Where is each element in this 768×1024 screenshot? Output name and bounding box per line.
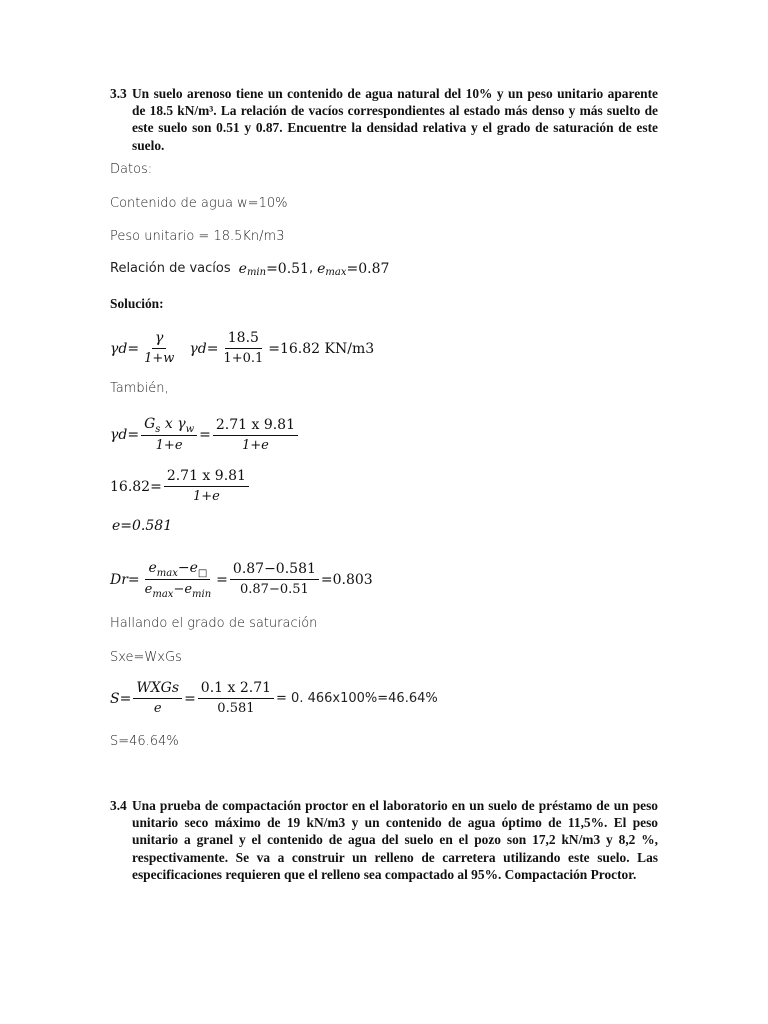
eq2-sub-s: s bbox=[155, 424, 161, 435]
void-ratio-label: Relación de vacíos bbox=[110, 261, 231, 276]
dry-unit-weight-gs-equation bbox=[110, 416, 300, 454]
s-equals: = bbox=[184, 690, 196, 707]
sxe-line: Sxe=WxGs bbox=[110, 650, 182, 665]
problem-number: 3.3 bbox=[110, 86, 127, 101]
eq2-sub-w: w bbox=[185, 424, 195, 435]
dr-numerator-2: 0.87−0.581 bbox=[230, 561, 319, 580]
problem-statement: Un suelo arenoso tiene un contenido de agua natural del 10% y un peso unitario aparente de 18.5 kN/m³. La relación de vacíos correspondientes al estado más denso y más suelto de este suelo son 0.51 y 0.87. Encuentre la densidad relativa y el grado de saturación de este suelo. bbox=[132, 86, 658, 153]
s-numerator-2: 0.1 x 2.71 bbox=[198, 680, 274, 699]
eq1b-numerator: 18.5 bbox=[225, 330, 262, 349]
eq3-numerator: 2.71 x 9.81 bbox=[164, 468, 249, 487]
saturation-equation bbox=[110, 680, 438, 717]
solve-e-equation bbox=[110, 468, 251, 505]
water-content-line: Contenido de agua w=10% bbox=[110, 196, 288, 211]
eq3-lhs: 16.82= bbox=[110, 478, 162, 495]
dr-equals: = bbox=[216, 571, 228, 588]
eq1-fraction bbox=[141, 330, 177, 367]
dr-denominator-2: 0.87−0.51 bbox=[240, 582, 309, 597]
s-final-line: S=46.64% bbox=[110, 734, 179, 749]
problem-3-3 bbox=[110, 85, 658, 154]
dr-fraction bbox=[142, 560, 215, 599]
eq2-numerator-2: 2.71 x 9.81 bbox=[213, 417, 298, 436]
e-min-value: =0.51 bbox=[266, 261, 309, 277]
dr-result: =0.803 bbox=[320, 571, 373, 588]
dr-den-sub-min: min bbox=[192, 589, 212, 600]
eq2-fraction-2 bbox=[213, 417, 298, 454]
unit-weight-line: Peso unitario = 18.5Kn/m3 bbox=[110, 229, 285, 244]
dr-den-e: e bbox=[144, 582, 153, 597]
dry-unit-weight-equation bbox=[110, 330, 374, 367]
s-denominator-2: 0.581 bbox=[217, 701, 255, 716]
dr-lhs: Dr= bbox=[110, 571, 140, 588]
eq3-fraction bbox=[164, 468, 249, 505]
s-lhs: S= bbox=[110, 690, 132, 707]
e-result: e=0.581 bbox=[112, 518, 173, 534]
eq1b-fraction bbox=[220, 330, 266, 367]
problem-3-4 bbox=[110, 797, 658, 883]
problem-number: 3.4 bbox=[110, 798, 127, 813]
e-max-value: =0.87 bbox=[346, 261, 390, 277]
s-fraction-2 bbox=[198, 680, 274, 717]
void-ratio-line: Relación de vacíos e min =0.51 , e max =0.87 bbox=[110, 261, 390, 278]
eq3-denominator: 1+e bbox=[192, 489, 220, 504]
eq1b-lhs: γd= bbox=[189, 340, 219, 357]
eq2-fraction bbox=[141, 416, 197, 454]
problem-statement: Una prueba de compactación proctor en el laboratorio en un suelo de préstamo de un peso unitario seco máximo de 19 kN/m3 y un contenido de agua óptimo de 11,5%. El peso unitario a granel y el contenido de agua del suelo en el pozo son 17,2 kN/m3 y 8,2 %, respectivamente. Se va a construir un relleno de carretera utilizando este suelo. Las especificaciones requieren que el relleno sea compactado al 95%. Compactación Proctor. bbox=[132, 798, 658, 882]
datos-heading: Datos: bbox=[110, 162, 153, 177]
dr-fraction-2 bbox=[230, 561, 319, 598]
solution-heading: Solución: bbox=[110, 296, 164, 311]
tambien-line: También, bbox=[110, 381, 169, 396]
dr-num-e: e bbox=[148, 560, 157, 576]
separator: , bbox=[308, 261, 314, 276]
relative-density-equation bbox=[110, 560, 373, 599]
eq2-gamma: x γ bbox=[164, 416, 186, 432]
eq1-numerator: γ bbox=[152, 330, 166, 349]
dr-num-minus: −e bbox=[177, 560, 198, 576]
dr-den-minus: −e bbox=[173, 582, 193, 597]
eq1b-result: =16.82 KN/m3 bbox=[268, 340, 375, 357]
eq2-denominator-2: 1+e bbox=[242, 437, 269, 453]
dr-num-sub-box: □ bbox=[197, 568, 208, 579]
eq1-denominator: 1+w bbox=[144, 351, 175, 366]
eq2-gs: G bbox=[144, 416, 156, 432]
eq2-lhs: γd= bbox=[110, 427, 140, 443]
s-numerator: WXGs bbox=[133, 680, 182, 699]
saturation-heading: Hallando el grado de saturación bbox=[110, 616, 318, 631]
eq2-equals: = bbox=[199, 427, 211, 443]
dr-num-sub-max: max bbox=[156, 568, 178, 579]
dr-den-sub-max: max bbox=[152, 589, 174, 600]
eq2-denominator: 1+e bbox=[155, 438, 183, 453]
eq1b-denominator: 1+0.1 bbox=[223, 351, 264, 366]
s-fraction bbox=[133, 680, 182, 717]
eq1-lhs: γd= bbox=[110, 340, 140, 357]
s-result: = 0. 466x100%=46.64% bbox=[276, 690, 438, 706]
s-denominator: e bbox=[153, 701, 162, 716]
